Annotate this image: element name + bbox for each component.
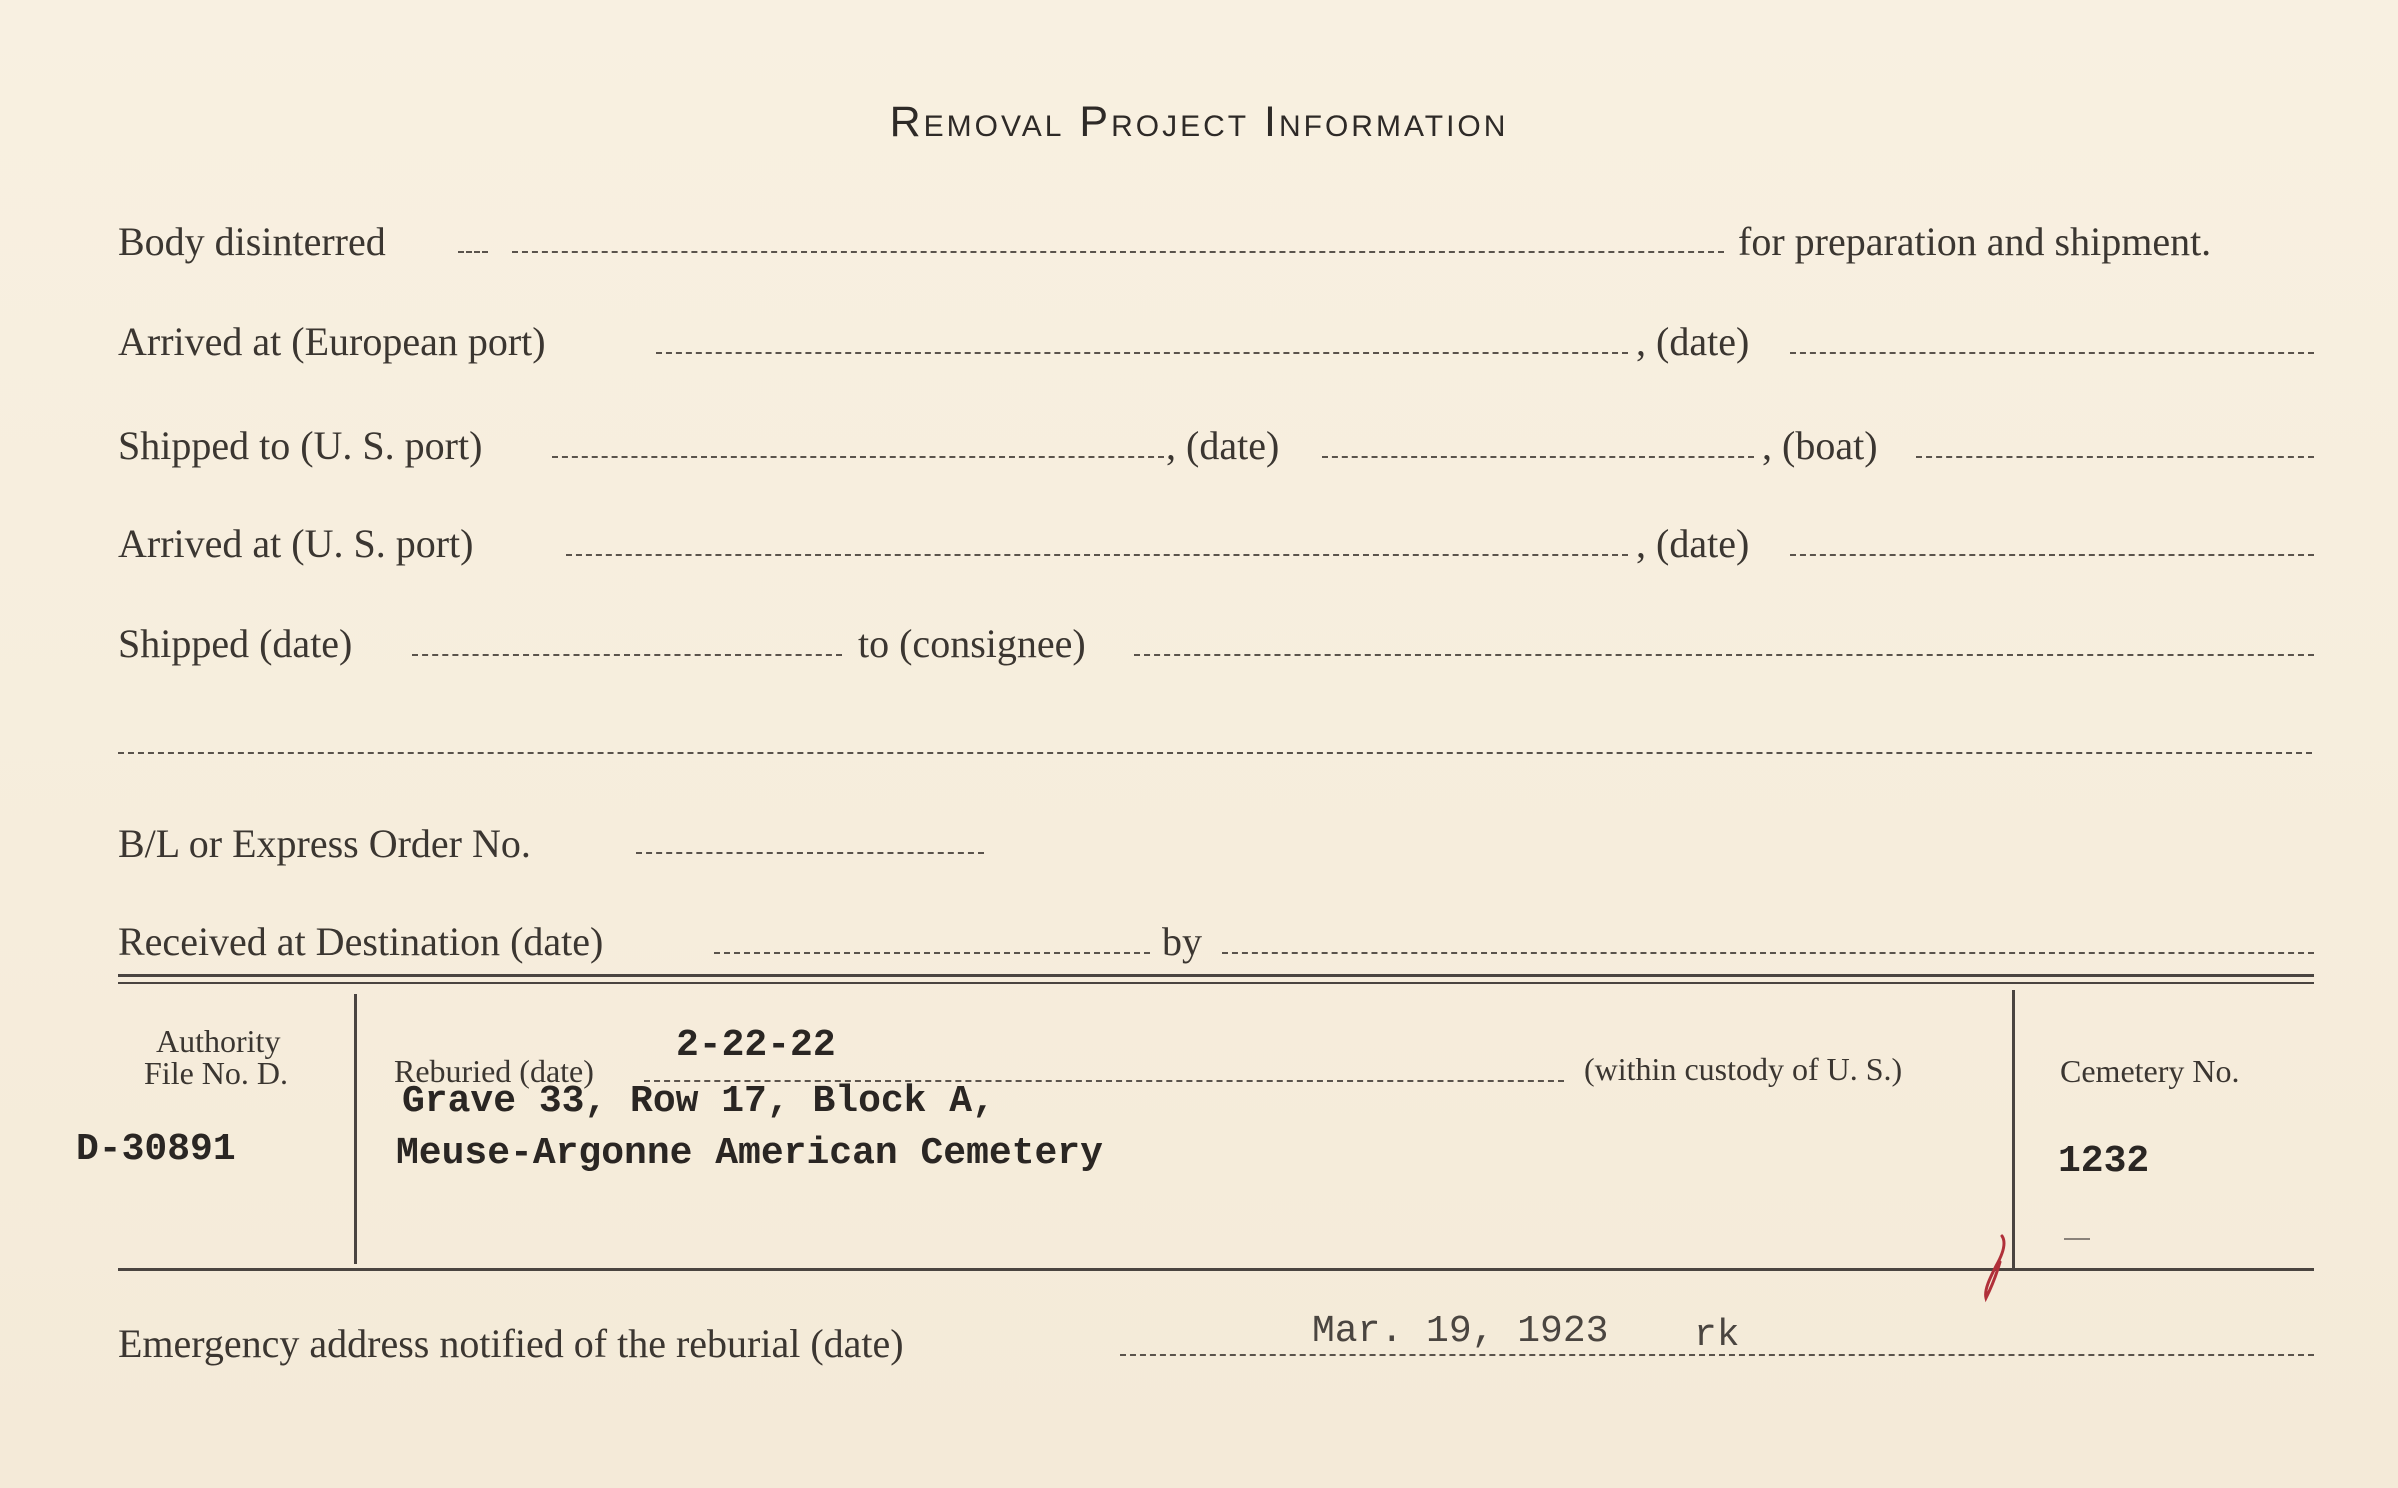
body-disinterred-leader	[458, 251, 488, 253]
shipped-date-field[interactable]	[412, 654, 842, 656]
cemetery-divider	[2012, 990, 2015, 1270]
grave-location: Grave 33, Row 17, Block A,	[402, 1080, 995, 1123]
arrived-european-port-field[interactable]	[656, 352, 1628, 354]
arrived-european-date-label: , (date)	[1636, 319, 1750, 364]
body-disinterred-field[interactable]	[512, 251, 1724, 253]
clerk-initials: rk	[1694, 1314, 1740, 1357]
box-top-rule-1	[118, 974, 2314, 977]
arrived-european-date-field[interactable]	[1790, 352, 2314, 354]
shipped-date-label: Shipped (date)	[118, 621, 353, 666]
shipped-to-us-port-field[interactable]	[552, 456, 1164, 458]
received-by-label: by	[1162, 919, 1202, 964]
received-date-field[interactable]	[714, 952, 1150, 954]
bl-order-field[interactable]	[636, 852, 984, 854]
arrived-us-date-label: , (date)	[1636, 521, 1750, 566]
arrived-european-label: Arrived at (European port)	[118, 319, 546, 364]
authority-divider	[354, 994, 357, 1264]
emergency-date-value: Mar. 19, 1923	[1312, 1310, 1609, 1353]
shipped-to-us-boat-label: , (boat)	[1762, 423, 1878, 468]
reburied-date-value: 2-22-22	[676, 1024, 836, 1067]
custody-label: (within custody of U. S.)	[1584, 1051, 1903, 1087]
cemetery-name: Meuse-Argonne American Cemetery	[396, 1132, 1103, 1175]
emergency-label: Emergency address notified of the reburial (date)	[118, 1321, 904, 1366]
shipped-to-us-label: Shipped to (U. S. port)	[118, 423, 483, 468]
consignee-field[interactable]	[1134, 654, 2314, 656]
arrived-us-port-field[interactable]	[566, 554, 1628, 556]
received-by-field[interactable]	[1222, 952, 2314, 954]
shipped-to-us-date-label: , (date)	[1166, 423, 1280, 468]
consignee-label: to (consignee)	[858, 621, 1086, 666]
file-no-label: File No. D.	[144, 1055, 288, 1091]
reburied-label: Reburied (date)	[394, 1053, 594, 1089]
arrived-us-date-field[interactable]	[1790, 554, 2314, 556]
authority-file-number: D-30891	[76, 1128, 236, 1171]
check-mark-icon	[1980, 1232, 2014, 1304]
authority-label: Authority	[156, 1023, 281, 1059]
arrived-us-label: Arrived at (U. S. port)	[118, 521, 474, 566]
cemetery-no-label: Cemetery No.	[2060, 1053, 2240, 1089]
shipped-to-us-boat-field[interactable]	[1916, 456, 2314, 458]
preparation-shipment-label: for preparation and shipment.	[1738, 219, 2212, 264]
body-disinterred-label: Body disinterred	[118, 219, 386, 264]
consignee-continuation-field[interactable]	[118, 752, 2312, 754]
bl-order-label: B/L or Express Order No.	[118, 821, 531, 866]
shipped-to-us-date-field[interactable]	[1322, 456, 1754, 458]
received-label: Received at Destination (date)	[118, 919, 604, 964]
cemetery-tick	[2064, 1238, 2090, 1240]
cemetery-number: 1232	[2058, 1140, 2150, 1183]
box-top-rule-2	[118, 982, 2314, 984]
card-title: Removal Project Information	[889, 98, 1509, 146]
